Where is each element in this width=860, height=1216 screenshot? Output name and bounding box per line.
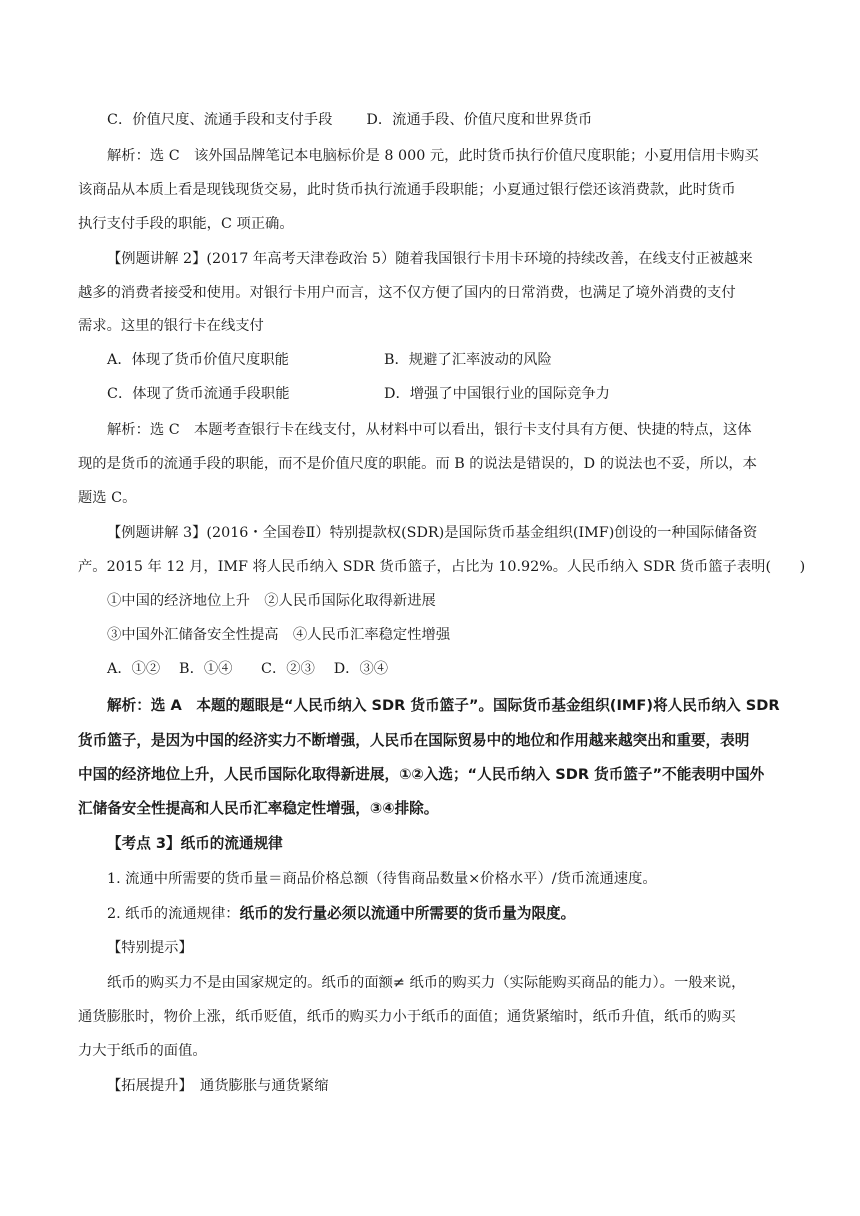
section-heading: 【考点 3】纸币的流通规律	[107, 835, 283, 852]
option-c: C．体现了货币流通手段职能	[107, 386, 290, 402]
tip-text: 纸币的购买力不是由国家规定的。纸币的面额≠ 纸币的购买力（实际能购买商品的能力）。一般来说，	[107, 975, 746, 991]
option-line	[107, 110, 817, 130]
rule-item-2	[107, 904, 817, 924]
option-b: B．规避了汇率波动的风险	[384, 352, 552, 368]
analysis-line: 现的是货币的流通手段的职能，而不是价值尺度的职能。而 B 的说法是错误的，D 的说法也不妥，所以，本	[78, 456, 757, 472]
question-text: 越多的消费者接受和使用。对银行卡用户而言，这不仅方便了国内的日常消费，也满足了境外消费的支付	[78, 285, 736, 301]
rule-item-label: 2. 纸币的流通规律：	[107, 906, 240, 922]
rule-item-emphasis: 纸币的发行量必须以流通中所需要的货币量为限度。	[239, 905, 576, 922]
rule-item-1: 1. 流通中所需要的货币量＝商品价格总额（待售商品数量×价格水平）/货币流通速度。	[107, 871, 657, 887]
question-text: 产。2015 年 12 月，IMF 将人民币纳入 SDR 货币篮子，占比为 10.92%。人民币纳入 SDR 货币篮子表明( )	[78, 559, 806, 575]
tip-text: 力大于纸币的面值。	[78, 1043, 207, 1059]
statement-line: ①中国的经济地位上升 ②人民币国际化取得新进展	[107, 593, 436, 609]
analysis-line: 题选 C。	[78, 490, 137, 506]
question-text: 需求。这里的银行卡在线支付	[78, 318, 264, 334]
analysis-bold-line: 货币篮子，是因为中国的经济实力不断增强，人民币在国际贸易中的地位和作用越来越突出和重要，表明	[78, 732, 750, 749]
analysis-bold-line: 中国的经济地位上升，人民币国际化取得新进展，①②入选；“人民币纳入 SDR 货币篮子”不能表明中国外	[78, 766, 765, 783]
example-heading-2: 【例题讲解 2】(2017 年高考天津卷政治 5）随着我国银行卡用卡环境的持续改善，在线支付正被越来	[107, 251, 753, 267]
option-d: D．增强了中国银行业的国际竞争力	[384, 386, 610, 402]
analysis-line: 执行支付手段的职能，C 项正确。	[78, 216, 294, 232]
choice-line: A．①② B．①④ C．②③ D．③④	[107, 661, 389, 677]
extension-heading: 【拓展提升】 通货膨胀与通货紧缩	[107, 1078, 329, 1094]
analysis-line: 该商品从本质上看是现钱现货交易，此时货币执行流通手段职能；小夏通过银行偿还该消费款，此时货币	[78, 182, 736, 198]
tip-text: 通货膨胀时，物价上涨，纸币贬值，纸币的购买力小于纸币的面值；通货紧缩时，纸币升值，纸币的购买	[78, 1009, 736, 1025]
analysis-line: 解析：选 C 该外国品牌笔记本电脑标价是 8 000 元，此时货币执行价值尺度职能；小夏用信用卡购买	[107, 148, 759, 164]
tip-heading: 【特别提示】	[107, 940, 193, 956]
statement-line: ③中国外汇储备安全性提高 ④人民币汇率稳定性增强	[107, 627, 451, 643]
option-c: C．价值尺度、流通手段和支付手段	[107, 112, 333, 128]
example-heading-3: 【例题讲解 3】(2016・全国卷Ⅱ）特别提款权(SDR)是国际货币基金组织(IMF)创设的一种国际储备资	[107, 525, 758, 541]
analysis-line: 解析：选 C 本题考查银行卡在线支付，从材料中可以看出，银行卡支付具有方便、快捷的特点，这体	[107, 422, 752, 438]
option-d: D．流通手段、价值尺度和世界货币	[366, 112, 593, 128]
option-a: A．体现了货币价值尺度职能	[107, 352, 289, 368]
analysis-bold-line: 解析：选 A 本题的题眼是“人民币纳入 SDR 货币篮子”。国际货币基金组织(IMF)将人民币纳入 SDR	[107, 697, 780, 714]
analysis-bold-line: 汇储备安全性提高和人民币汇率稳定性增强，③④排除。	[78, 800, 439, 817]
